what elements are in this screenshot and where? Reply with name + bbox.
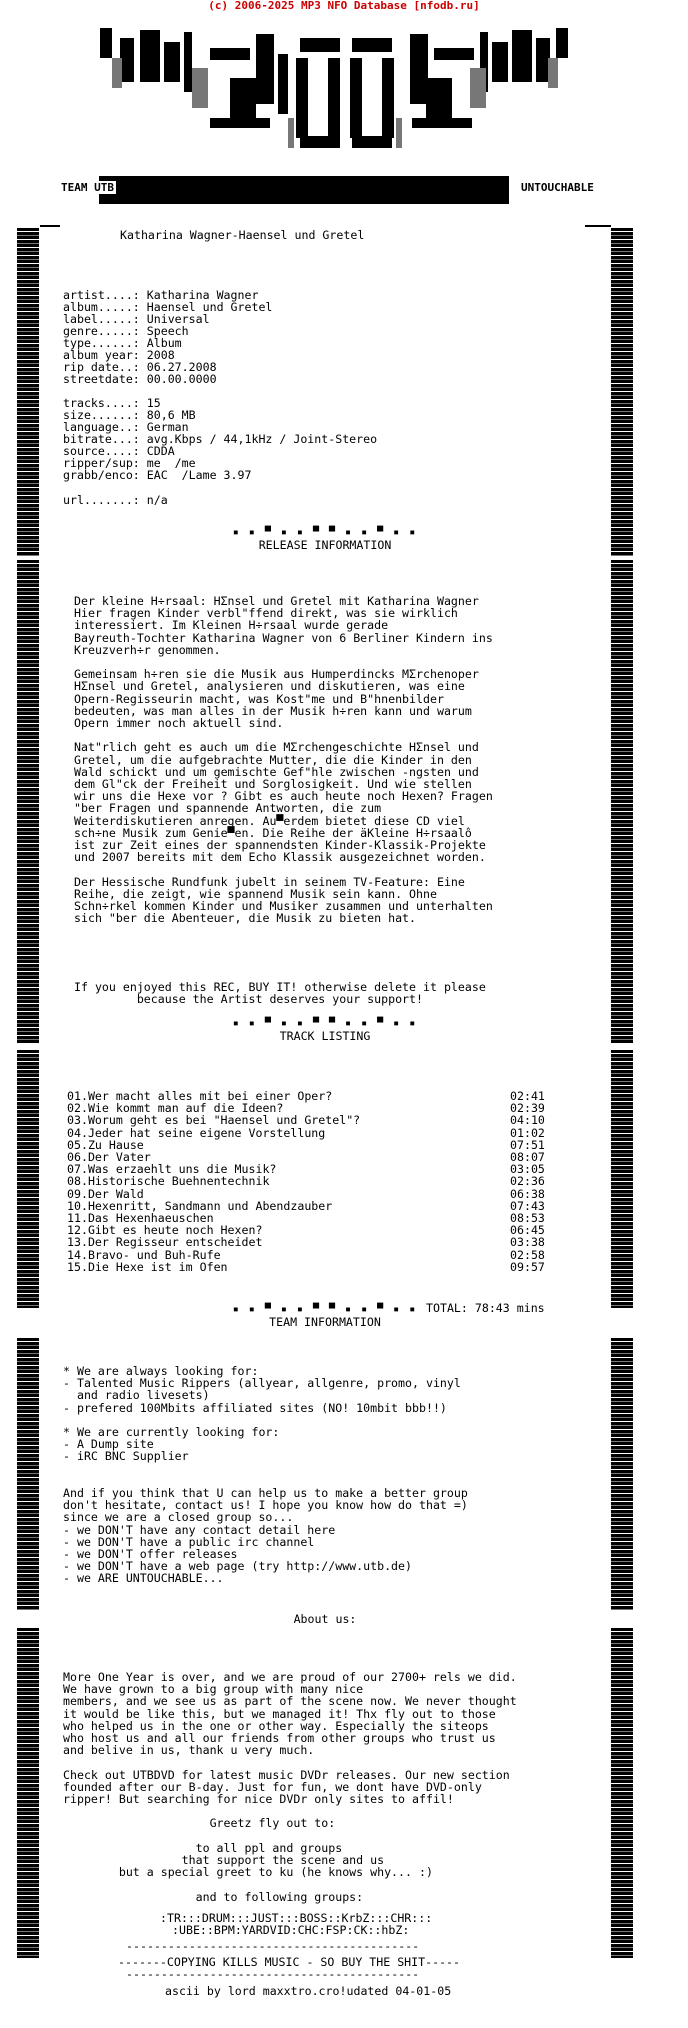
info-genre: genre.....: Speech xyxy=(63,324,189,338)
frame-left xyxy=(17,1050,39,1308)
track-title: 14.Bravo- und Buh-Rufe xyxy=(67,1247,221,1262)
separator-dots: ▪ ▪ ▀ ▪ ▪ ▀ ▀ ▪ ▪ ▀ ▪ ▪ xyxy=(232,1304,418,1315)
about-text: More One Year is over, and we are proud of our 2700+ rels we did. We have grown to a big group with many nice members, and we see us as part of the scene now. We never thought it would be like this, but we managed it! Thx fly out to those who helped us in the one or other way. Especially the siteops who host us and all our friends from other groups who trust us and belive in us, thank u very much. Check out UTBDVD for latest music DVDr releases. Our new section founded after our B-day. Just for fun, we dont have DVD-only ripper! But searching for nice DVDr only sites to affil! Greetz fly out to: to all ppl and groups that support the scene and us but a special greet to ku (he knows why... :) and to following groups: xyxy=(63,1670,517,1904)
track-title: 06.Der Vater xyxy=(67,1150,151,1164)
track-duration: 01:02 xyxy=(510,1125,545,1140)
track-duration: 03:05 xyxy=(510,1162,545,1177)
info-label: label.....: Universal xyxy=(63,312,210,326)
track-title: 11.Das Hexenhaeuschen xyxy=(67,1211,214,1225)
frame-right xyxy=(611,1628,633,1958)
frame-left xyxy=(17,1338,39,1610)
track-title: 04.Jeder hat seine eigene Vorstellung xyxy=(67,1125,326,1140)
track-title: 08.Historische Buehnentechnik xyxy=(67,1174,270,1189)
track-duration: 03:38 xyxy=(510,1235,545,1250)
info-language: language..: German xyxy=(63,420,189,434)
frame-left xyxy=(17,228,39,556)
info-streetdate: streetdate: 00.00.0000 xyxy=(63,372,217,386)
section-title: TEAM INFORMATION xyxy=(269,1315,381,1329)
frame-top-right xyxy=(585,225,611,227)
track-duration: 07:51 xyxy=(510,1137,545,1152)
section-about-header xyxy=(17,1610,633,1636)
track-duration: 07:43 xyxy=(510,1198,545,1213)
info-url: url.......: n/a xyxy=(63,493,168,507)
track-title: 09.Der Wald xyxy=(67,1186,144,1201)
track-duration: 02:36 xyxy=(510,1174,545,1189)
info-source: source....: CDDA xyxy=(63,444,175,458)
track-duration: 06:38 xyxy=(510,1186,545,1201)
frame-right xyxy=(611,1050,633,1308)
section-title: About us: xyxy=(293,1612,357,1626)
footer-slogan: -------COPYING KILLS MUSIC - SO BUY THE SHIT----- xyxy=(118,1955,461,1969)
track-duration: 08:07 xyxy=(510,1150,545,1164)
section-release-header xyxy=(17,528,633,554)
track-title: 12.Gibt es heute noch Hexen? xyxy=(67,1223,263,1238)
release-text: Der kleine H÷rsaal: HΣnsel und Gretel mit Katharina Wagner Hier fragen Kinder verbl"ffend direkt, was sie wirklich interessiert. Im Kleinen H÷rsaal wurde gerade Bayreuth-Tochter Katharina Wagner von 6 Berliner Kindern ins Kreuzverh÷r genommen. Gemeinsam h÷ren sie die Musik aus Humperdincks MΣrchenoper HΣnsel und Gretel, analysieren und diskutieren, was eine Opern-Regisseurin macht, was Kost"me und B"hnenbilder bedeuten, was man alles in der Musik h÷ren kann und warum Opern immer noch aktuell sind. Nat"rlich geht es auch um die MΣrchengeschichte HΣnsel und Gretel, um die aufgebrachte Mutter, die die Kinder in den Wald schickt und um gemischte Gef"hle zwischen -ngsten und dem Gl"ck der Freiheit und Sorglosigkeit. Und wie stellen wir uns die Hexe vor ? Gibt es auch heute noch Hexen? Fragen "ber Fragen und spannende Antworten, die zum Weiterdiskutieren anregen. Au▀erdem bietet diese CD viel sch÷ne Musik zum Genie▀en. Die Reihe der äKleine H÷rsaalô ist zur Zeit eines der spannendsten Kinder-Klassik-Projekte und 2007 bereits mit dem Echo Klassik ausgezeichnet worden. Der Hessische Rundfunk jubelt in seinem TV-Feature: Eine Reihe, die zeigt, wie spannend Musik sein kann. Ohne Schn÷rkel kommen Kinder und Musiker zusammen und unterhalten sich "ber die Abenteuer, die Musik zu bieten hat. xyxy=(74,594,493,926)
section-title: RELEASE INFORMATION xyxy=(258,538,392,552)
track-title: 10.Hexenritt, Sandmann und Abendzauber xyxy=(67,1198,333,1213)
track-duration: 08:53 xyxy=(510,1211,545,1225)
team-text: * We are always looking for: - Talented Music Rippers (allyear, allgenre, promo, vinyl and radio livesets) - prefered 100Mbits affiliated sites (NO! 10mbit bbb!!) * We are currently looking for: - A Dump site - iRC BNC Supplier And if you think that U can help us to make a better group don't hesitate, contact us! I hope you know how do that =) since we are a closed group so... - we DON'T have any contact detail here - we DON'T have a public irc channel - we DON'T offer releases - we DON'T have a web page (try http://www.utb.de) - we ARE UNTOUCHABLE... xyxy=(63,1364,468,1586)
frame-right xyxy=(611,560,633,1044)
header-bar xyxy=(99,176,509,204)
info-tracks: tracks....: 15 xyxy=(63,396,161,410)
group-tag-right: UNTOUCHABLE xyxy=(521,181,594,194)
track-duration: 06:45 xyxy=(510,1223,545,1238)
frame-left xyxy=(17,560,39,1044)
section-title: TRACK LISTING xyxy=(279,1029,371,1043)
buy-notice: If you enjoyed this REC, BUY IT! otherwise delete it please because the Artist deserves your support! xyxy=(74,980,486,1007)
track-title: 03.Worum geht es bei "Haensel und Gretel"? xyxy=(67,1113,361,1128)
info-ripper: ripper/sup: me /me xyxy=(63,456,196,470)
frame-right xyxy=(611,1338,633,1610)
track-duration: 02:41 xyxy=(510,1089,545,1103)
frame-right xyxy=(611,228,633,556)
frame-left xyxy=(17,1628,39,1958)
frame-top-left xyxy=(40,225,60,227)
release-heading: Katharina Wagner-Haensel und Gretel xyxy=(120,228,365,242)
info-bitrate: bitrate...: avg.Kbps / 44,1kHz / Joint-Stereo xyxy=(63,432,378,446)
info-size: size......: 80,6 MB xyxy=(63,408,196,422)
groups-line-2: :UBE::BPM:YARDVID:CHC:FSP:CK::hbZ: xyxy=(172,1923,410,1937)
section-team-header xyxy=(17,1305,633,1331)
credit-line: (c) 2006-2025 MP3 NFO Database [nfodb.ru] xyxy=(208,0,480,12)
track-title: 15.Die Hexe ist im Ofen xyxy=(67,1259,228,1274)
total-time: TOTAL: 78:43 mins xyxy=(426,1301,545,1315)
separator-dots: ▪ ▪ ▀ ▪ ▪ ▀ ▀ ▪ ▪ ▀ ▪ ▪ xyxy=(232,1018,418,1029)
info-album: album.....: Haensel und Gretel xyxy=(63,300,273,314)
track-title: 13.Der Regisseur entscheidet xyxy=(67,1235,263,1250)
info-type: type......: Album xyxy=(63,336,182,350)
info-rip-date: rip date..: 06.27.2008 xyxy=(63,360,217,374)
footer-rule: ------------------------------------------ xyxy=(126,1939,420,1953)
info-album-year: album year: 2008 xyxy=(63,348,175,362)
section-tracks-header xyxy=(17,1019,633,1045)
track-title: 02.Wie kommt man auf die Ideen? xyxy=(67,1101,284,1116)
track-duration: 09:57 xyxy=(510,1259,545,1274)
track-duration: 02:39 xyxy=(510,1101,545,1116)
info-artist: artist....: Katharina Wagner xyxy=(63,288,259,302)
footer-credit: ascii by lord maxxtro.cro!udated 04-01-05 xyxy=(165,1984,452,1998)
track-title: 07.Was erzaehlt uns die Musik? xyxy=(67,1162,277,1177)
footer-rule-bottom: ------------------------------------------ xyxy=(126,1967,420,1981)
ascii-logo xyxy=(60,18,580,178)
track-duration: 04:10 xyxy=(510,1113,545,1128)
track-duration: 02:58 xyxy=(510,1247,545,1262)
groups-line-1: :TR:::DRUM:::JUST:::BOSS::KrbZ:::CHR::: xyxy=(160,1911,433,1925)
info-grabb: grabb/enco: EAC /Lame 3.97 xyxy=(63,468,252,482)
track-title: 01.Wer macht alles mit bei einer Oper? xyxy=(67,1089,333,1103)
track-title: 05.Zu Hause xyxy=(67,1137,144,1152)
separator-dots: ▪ ▪ ▀ ▪ ▪ ▀ ▀ ▪ ▪ ▀ ▪ ▪ xyxy=(232,527,418,538)
group-tag-left: TEAM UTB xyxy=(61,181,114,194)
